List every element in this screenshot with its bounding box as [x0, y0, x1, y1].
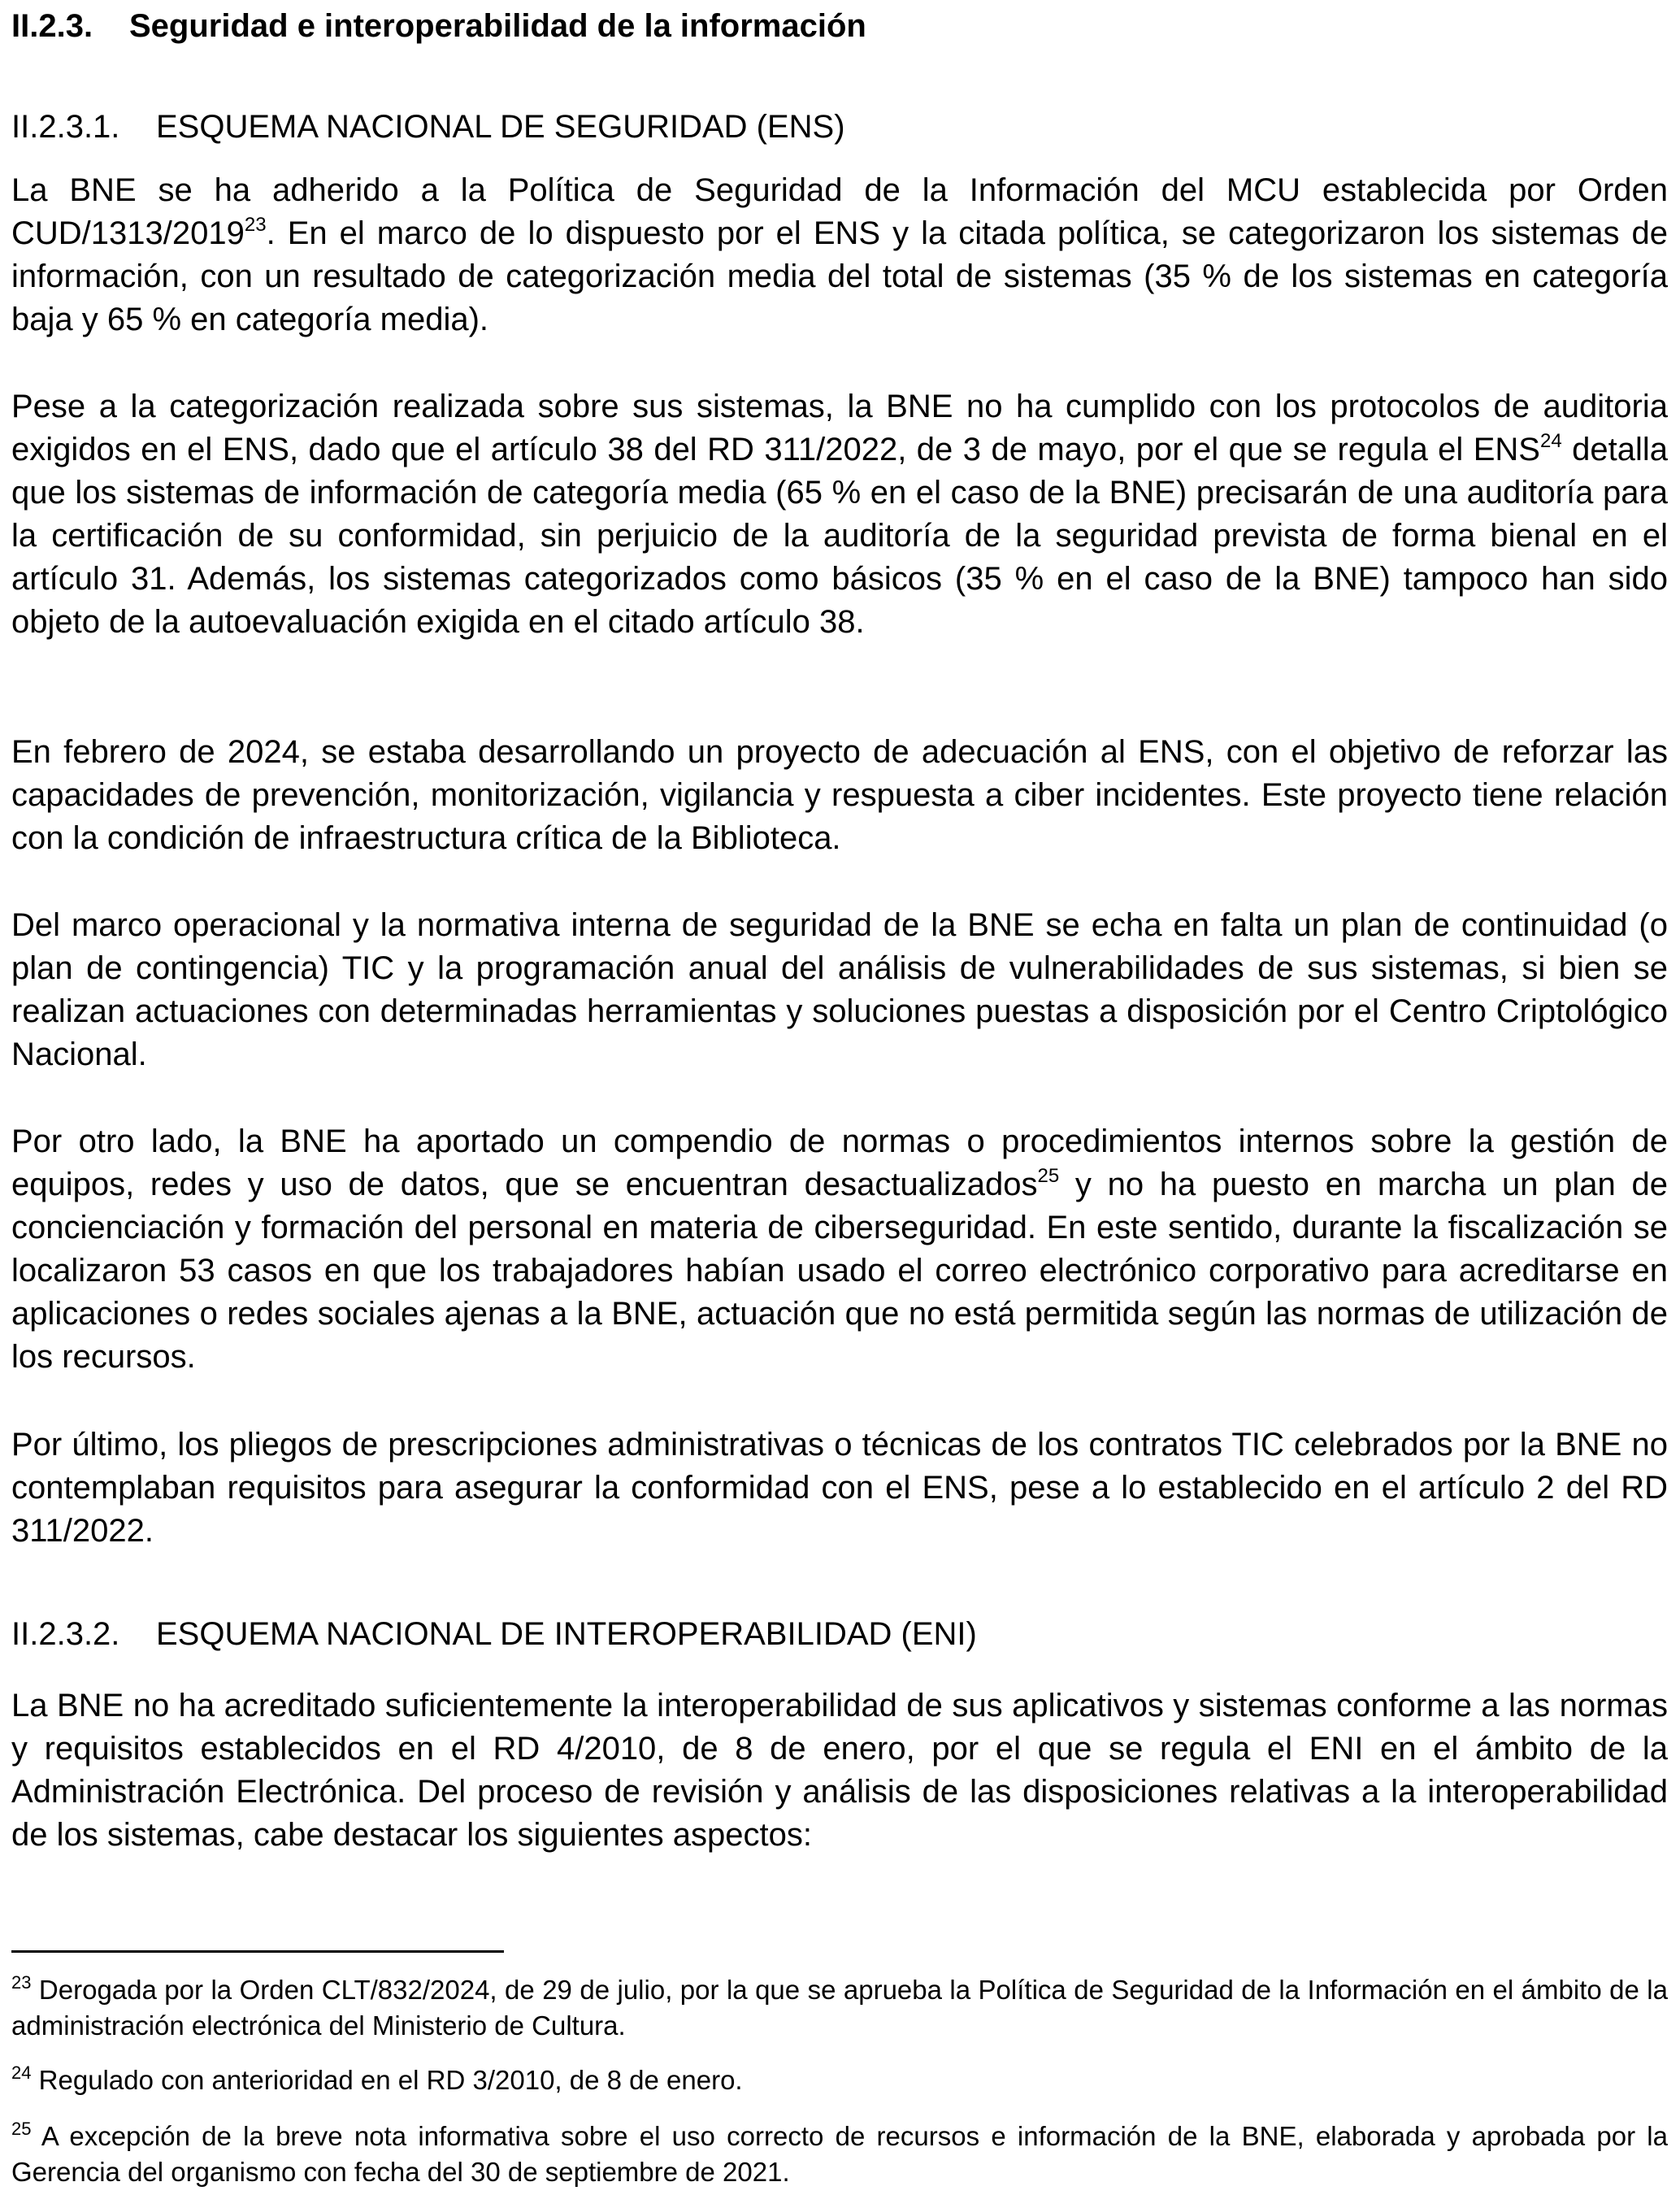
footnote-23: $^{23}$ Derogada por la Orden CLT/832/2024, de 29 de julio, por la que se aprueba la Política de Seguridad de la Información en el ámbito de la administración electrónica del Ministerio de Cultura. — [11, 1972, 1668, 2041]
paragraph-ens-audit: Pese a la categorización realizada sobre sus sistemas, la BNE no ha cumplido con los protocolos de auditoria exigidos en el ENS, dado que el artículo 38 del RD 311/2022, de 3 de mayo, por el que se regula el ENS$^{24}$ detalla que los sistemas de información de categoría media (65 % en el caso de la BNE) precisarán de una auditoría para la certificación de su conformidad, sin perjuicio de la auditoría de la seguridad prevista de forma bienal en el artículo 31. Además, los sistemas categorizados como básicos (35 % en el caso de la BNE) tampoco han sido objeto de la autoevaluación exigida en el citado artículo 38. — [11, 389, 1669, 640]
footnote-separator — [11, 1950, 504, 1953]
paragraph-ens-continuity: Del marco operacional y la normativa interna de seguridad de la BNE se echa en falta un plan de continuidad (o plan de contingencia) TIC y la programación anual del análisis de vulnerabilidades de sus sistemas, si bien se realizan actuaciones con determinadas herramientas y soluciones puestas a disposición por el Centro Criptológico Nacional. — [11, 907, 1668, 1072]
subsection-title: ESQUEMA NACIONAL DE SEGURIDAD (ENS) — [156, 109, 845, 145]
subsection-heading-eni — [11, 1611, 977, 1657]
footnote-ref-23[interactable]: 23 — [244, 214, 267, 236]
section-title: Seguridad e interoperabilidad de la información — [129, 8, 866, 44]
subsection-heading-ens — [11, 104, 845, 150]
paragraph-ens-adhesion: La BNE se ha adherido a la Política de Seguridad de la Información del MCU establecida por Orden CUD/1313/2019$^{23}$. En el marco de lo dispuesto por el ENS y la citada política, se categorizaron los sistemas de información, con un resultado de categorización media del total de sistemas (35 % de los sistemas en categoría baja y 65 % en categoría media). — [11, 172, 1668, 337]
section-number: II.2.3. — [11, 8, 93, 44]
footnote-ref-24[interactable]: 24 — [1539, 430, 1562, 452]
paragraph-ens-project: En febrero de 2024, se estaba desarrollando un proyecto de adecuación al ENS, con el objetivo de reforzar las capacidades de prevención, monitorización, vigilancia y respuesta a ciber incidentes. Este proyecto tiene relación con la condición de infraestructura crítica de la Biblioteca. — [11, 734, 1668, 856]
subsection-number: II.2.3.1. — [11, 109, 120, 145]
paragraph-ens-contracts: Por último, los pliegos de prescripciones administrativas o técnicas de los contratos TIC celebrados por la BNE no contemplaban requisitos para asegurar la conformidad con el ENS, pese a lo establecido en el artículo 2 del RD 311/2022. — [11, 1427, 1668, 1549]
paragraph-eni-intro: La BNE no ha acreditado suficientemente la interoperabilidad de sus aplicativos y sistemas conforme a las normas y requisitos establecidos en el RD 4/2010, de 8 de enero, por el que se regula el ENI en el ámbito de la Administración Electrónica. Del proceso de revisión y análisis de las disposiciones relativas a la interoperabilidad de los sistemas, cabe destacar los siguientes aspectos: — [11, 1688, 1668, 1853]
paragraph-ens-norms: Por otro lado, la BNE ha aportado un compendio de normas o procedimientos internos sobre la gestión de equipos, redes y uso de datos, que se encuentran desactualizados$^{25}$ y no ha puesto en marcha un plan de concienciación y formación del personal en materia de ciberseguridad. En este sentido, durante la fiscalización se localizaron 53 casos en que los trabajadores habían usado el correo electrónico corporativo para acreditarse en aplicaciones o redes sociales ajenas a la BNE, actuación que no está permitida según las normas de utilización de los recursos. — [11, 1124, 1668, 1375]
footnote-25: $^{25}$ A excepción de la breve nota informativa sobre el uso correcto de recursos e información de la BNE, elaborada y aprobada por la Gerencia del organismo con fecha del 30 de septiembre de 2021. — [11, 2119, 1668, 2187]
subsection-title: ESQUEMA NACIONAL DE INTEROPERABILIDAD (ENI) — [156, 1616, 977, 1652]
section-heading — [11, 3, 866, 49]
footnote-24: $^{24}$ Regulado con anterioridad en el RD 3/2010, de 8 de enero. — [11, 2062, 743, 2095]
subsection-number: II.2.3.2. — [11, 1616, 120, 1652]
footnote-ref-25[interactable]: 25 — [1037, 1165, 1060, 1187]
